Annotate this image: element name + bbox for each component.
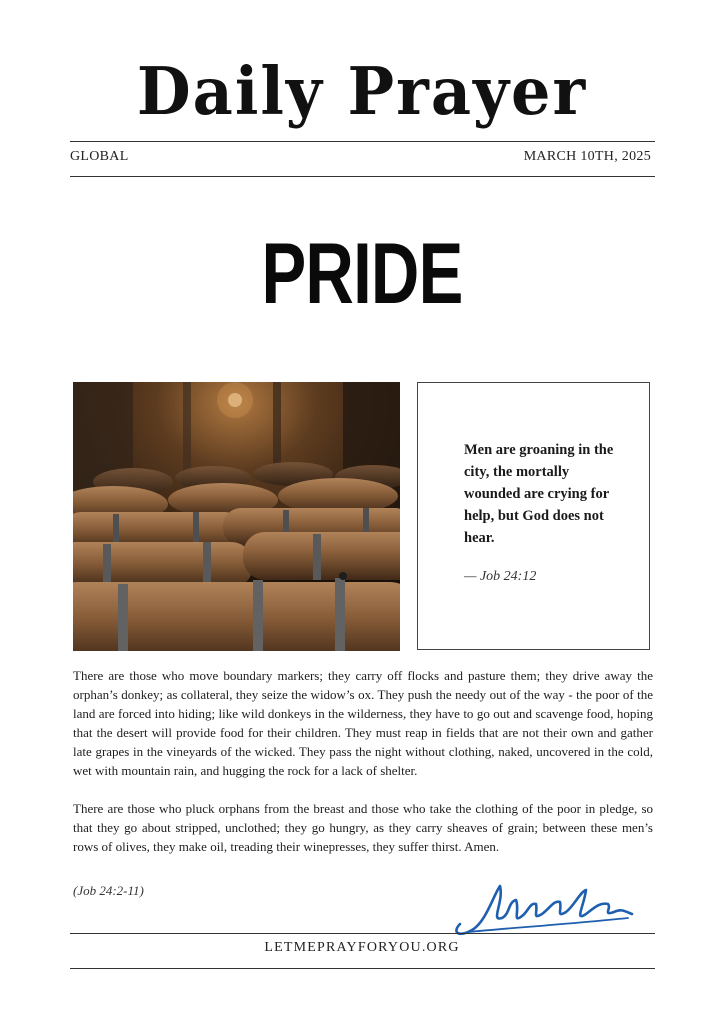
barrel-cellar-illustration	[73, 382, 400, 651]
quote-text: Men are groaning in the city, the mortally wounded are crying for help, but God does not hear.	[464, 442, 614, 546]
footer-top-divider	[70, 933, 655, 934]
dateline-date: MARCH 10TH, 2025	[523, 149, 651, 164]
body-paragraph: There are those who pluck orphans from the breast and those who take the clothing of the poor in pledge, so that they go about stripped, unclothed; they go hungry, as they carry sheaves of grain; between these men’s rows of olives, they make oil, treading their winepresses, they suffer thirst. Amen.	[73, 801, 653, 854]
headline: PRIDE	[261, 226, 463, 322]
dateline-divider	[70, 176, 655, 177]
signature	[450, 872, 635, 942]
body-paragraph: There are those who move boundary markers; they carry off flocks and pasture them; they drive away the orphan’s donkey; as collateral, they seize the widow’s ox. They push the needy out of the way - the poor of the land are forced into hiding; like wild donkeys in the wilderness, they have to go out and scavenge food, hoping that the desert will provide food for their children. They must reap in fields that are not their own and gather late grapes in the vineyards of the wicked. They pass the night without clothing, naked, uncovered in the cold, wet with mountain rain, and hugging the rock for a lack of shelter.	[73, 668, 653, 778]
quote-citation: — Job 24:12	[464, 569, 537, 584]
footer-website[interactable]: LETMEPRAYFORYOU.ORG	[264, 940, 460, 955]
dateline	[70, 148, 655, 170]
top-divider	[70, 141, 655, 142]
signature-underline	[468, 918, 628, 932]
barrel-cellar-photo	[73, 382, 400, 651]
quote-box	[417, 382, 650, 650]
dateline-region: GLOBAL	[70, 149, 129, 164]
masthead-title: Daily Prayer	[136, 53, 588, 130]
source-reference: (Job 24:2-11)	[73, 883, 144, 898]
body-text	[73, 666, 653, 875]
footer-bottom-divider	[70, 968, 655, 969]
signature-stroke	[456, 886, 632, 934]
